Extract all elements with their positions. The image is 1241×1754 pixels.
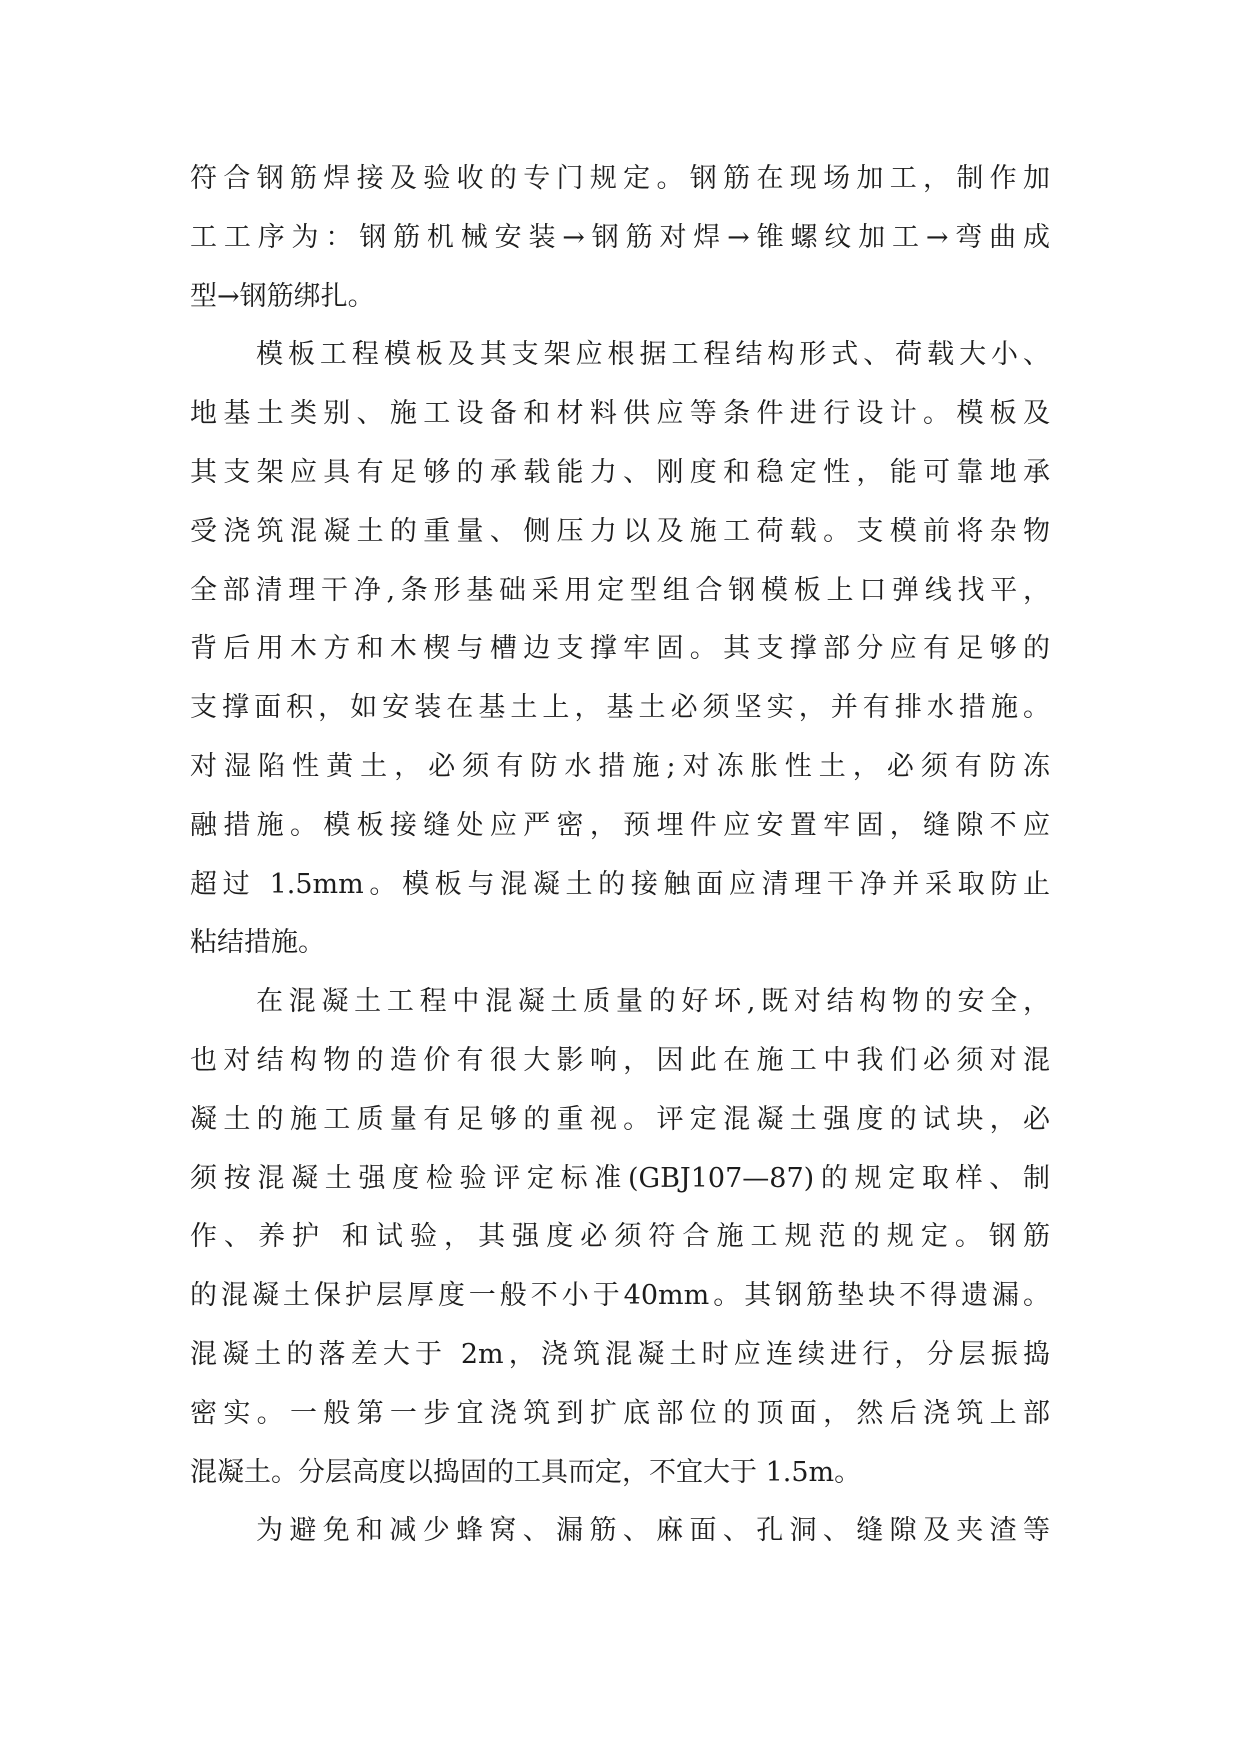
text-line: 工工序为：钢筋机械安装→钢筋对焊→锥螺纹加工→弯曲成 [190,221,1050,253]
text-line: 模板工程模板及其支架应根据工程结构形式、荷载大小、 [256,339,1050,371]
body-text [190,150,1050,1561]
text-line: 在混凝土工程中混凝土质量的好坏,既对结构物的安全， [256,986,1050,1018]
text-line: 型→钢筋绑扎。 [190,280,375,312]
text-line: 超过 1.5mm。模板与混凝土的接触面应清理干净并采取防止 [190,868,1050,900]
text-line: 支撑面积，如安装在基土上，基土必须坚实，并有排水措施。 [190,692,1050,724]
text-line: 地基土类别、施工设备和材料供应等条件进行设计。模板及 [190,398,1050,430]
text-line: 全部清理干净,条形基础采用定型组合钢模板上口弹线找平， [190,574,1050,606]
text-line: 粘结措施。 [190,927,325,959]
text-line: 背后用木方和木楔与槽边支撑牢固。其支撑部分应有足够的 [190,633,1050,665]
text-line: 混凝土的落差大于 2m，浇筑混凝土时应连续进行，分层振捣 [190,1338,1050,1370]
text-line: 受浇筑混凝土的重量、侧压力以及施工荷载。支模前将杂物 [190,515,1050,547]
text-line: 融措施。模板接缝处应严密，预埋件应安置牢固，缝隙不应 [190,809,1050,841]
text-line: 的混凝土保护层厚度一般不小于40mm。其钢筋垫块不得遗漏。 [190,1280,1050,1312]
text-line: 为避免和减少蜂窝、漏筋、麻面、孔洞、缝隙及夹渣等 [256,1515,1050,1547]
text-line: 密实。一般第一步宜浇筑到扩底部位的顶面，然后浇筑上部 [190,1397,1050,1429]
text-line: 也对结构物的造价有很大影响，因此在施工中我们必须对混 [190,1044,1050,1076]
text-line: 须按混凝土强度检验评定标准(GBJ107—87)的规定取样、制 [190,1162,1050,1194]
text-line: 符合钢筋焊接及验收的专门规定。钢筋在现场加工，制作加 [190,163,1050,194]
text-line: 混凝土。分层高度以捣固的工具而定，不宜大于 1.5m。 [190,1456,862,1488]
text-line: 其支架应具有足够的承载能力、刚度和稳定性，能可靠地承 [190,456,1050,488]
text-line: 对湿陷性黄土，必须有防水措施;对冻胀性土，必须有防冻 [190,750,1050,782]
text-line: 作、养护 和试验，其强度必须符合施工规范的规定。钢筋 [190,1221,1050,1253]
text-line: 凝土的施工质量有足够的重视。评定混凝土强度的试块，必 [190,1103,1050,1135]
